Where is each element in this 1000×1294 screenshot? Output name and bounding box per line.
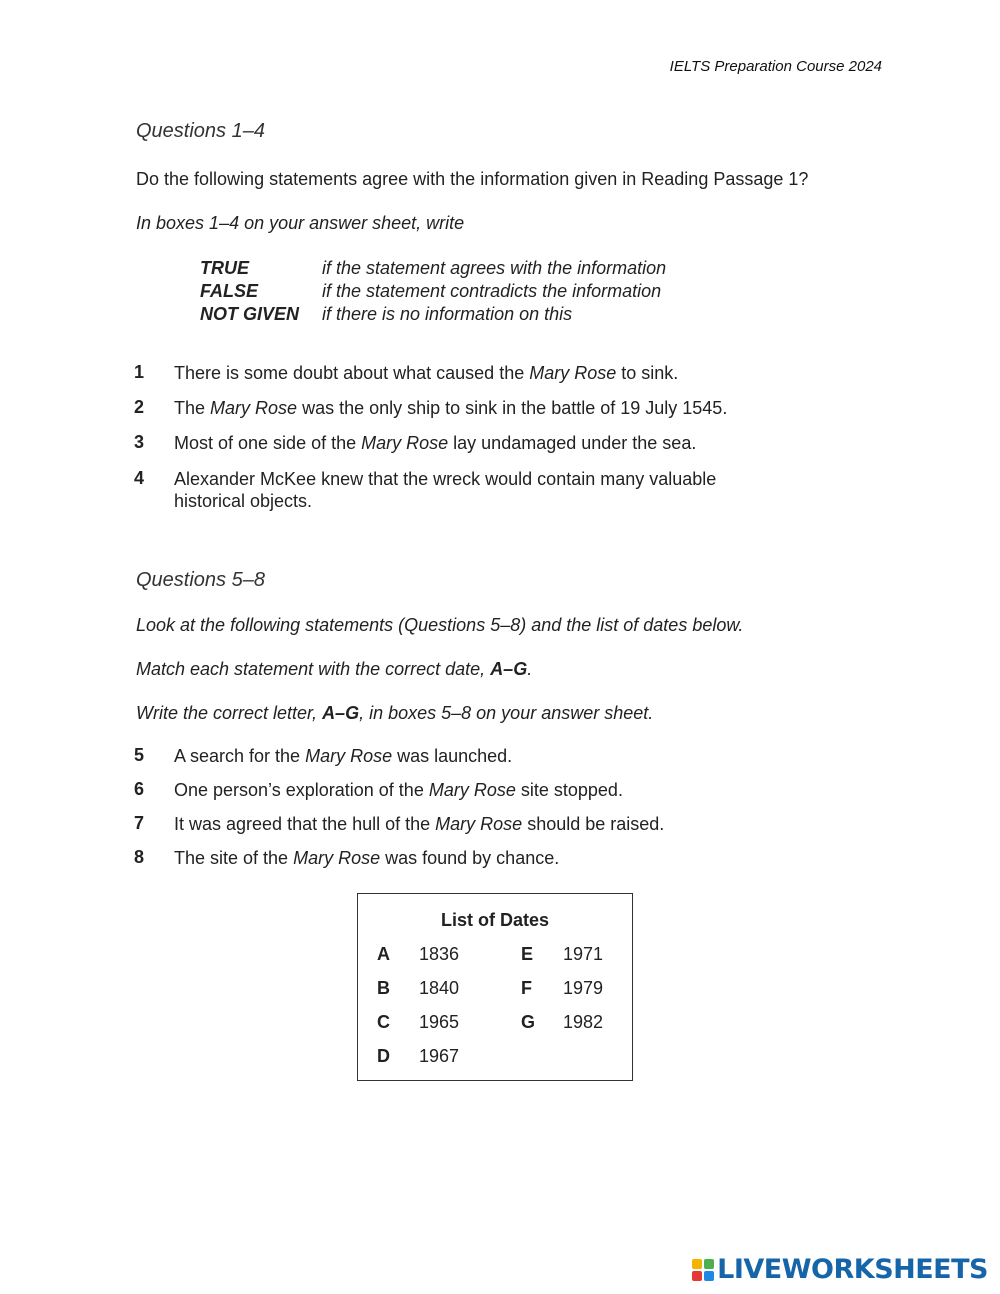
legend-key: TRUE — [200, 258, 249, 278]
legend-key: FALSE — [200, 281, 259, 301]
date-year: 1836 — [419, 944, 460, 964]
legend-desc: if the statement contradicts the information — [322, 281, 662, 301]
legend-key: NOT GIVEN — [200, 304, 300, 324]
question-number: 4 — [134, 468, 145, 488]
date-year: 1982 — [563, 1012, 604, 1032]
section-title-1-4: Questions 1–4 — [136, 120, 265, 142]
question-text: Alexander McKee knew that the wreck would contain many valuable historical objects. — [174, 469, 717, 511]
course-header: IELTS Preparation Course 2024 — [669, 58, 882, 75]
date-year: 1965 — [419, 1012, 460, 1032]
liveworksheets-logo-icon — [691, 1258, 715, 1282]
date-letter: E — [521, 944, 534, 964]
question-text: Most of one side of the Mary Rose lay undamaged under the sea. — [174, 433, 697, 453]
question-number: 6 — [134, 779, 145, 799]
date-year: 1840 — [419, 978, 460, 998]
instruction-look: Look at the following statements (Questions 5–8) and the list of dates below. — [136, 615, 744, 635]
instruction-match: Match each statement with the correct date, A–G. — [136, 659, 533, 679]
question-number: 3 — [134, 432, 145, 452]
date-letter: F — [521, 978, 532, 998]
dates-title: List of Dates — [440, 910, 550, 930]
instruction-boxes: In boxes 1–4 on your answer sheet, write — [136, 213, 465, 233]
question-number: 5 — [134, 745, 145, 765]
section-title-5-8: Questions 5–8 — [136, 569, 265, 591]
question-text: A search for the Mary Rose was launched. — [174, 746, 513, 766]
date-letter: B — [377, 978, 390, 998]
date-year: 1967 — [419, 1046, 460, 1066]
question-number: 2 — [134, 397, 145, 417]
date-letter: D — [377, 1046, 390, 1066]
question-text: The Mary Rose was the only ship to sink in the battle of 19 July 1545. — [174, 398, 728, 418]
question-number: 8 — [134, 847, 145, 867]
date-year: 1971 — [563, 944, 604, 964]
question-number: 7 — [134, 813, 145, 833]
brand-text: LIVEWORKSHEETS — [717, 1254, 988, 1285]
question-text: One person’s exploration of the Mary Rose site stopped. — [174, 780, 623, 800]
date-letter: A — [377, 944, 390, 964]
legend-desc: if the statement agrees with the information — [322, 258, 667, 278]
date-year: 1979 — [563, 978, 604, 998]
instruction-agree: Do the following statements agree with the information given in Reading Passage 1? — [136, 169, 809, 189]
legend-desc: if there is no information on this — [322, 304, 573, 324]
instruction-write: Write the correct letter, A–G, in boxes 5–8 on your answer sheet. — [136, 703, 654, 723]
question-text: It was agreed that the hull of the Mary Rose should be raised. — [174, 814, 665, 834]
date-letter: C — [377, 1012, 390, 1032]
question-text: There is some doubt about what caused the Mary Rose to sink. — [174, 363, 679, 383]
question-text: The site of the Mary Rose was found by chance. — [174, 848, 560, 868]
question-number: 1 — [134, 362, 145, 382]
liveworksheets-brand[interactable] — [691, 1254, 988, 1285]
date-letter: G — [521, 1012, 536, 1032]
list-of-dates-box — [357, 893, 633, 1081]
